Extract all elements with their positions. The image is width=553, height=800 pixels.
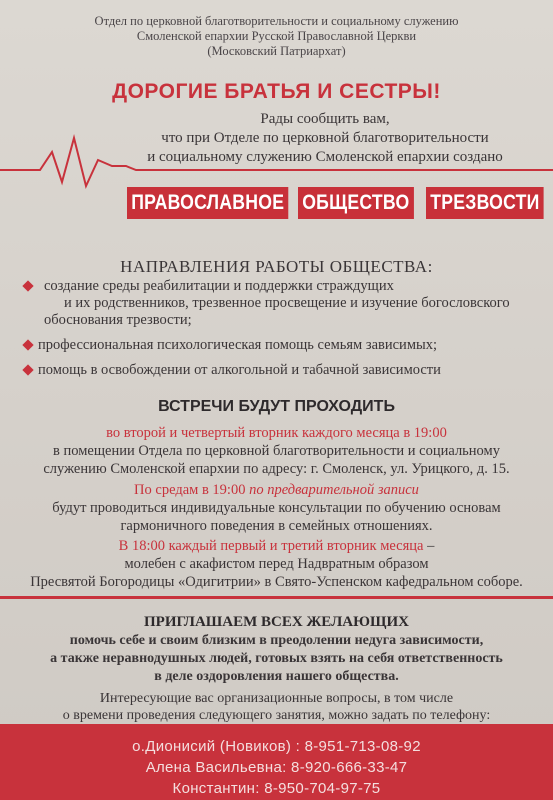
meeting-schedule-note: по предварительной записи <box>249 482 419 498</box>
contact-note-line: Интересующие вас организационные вопросы, в том числе <box>99 691 454 706</box>
meeting-schedule-time: По средам в 19:00 <box>134 482 250 498</box>
contact-phone: Константин: 8-950-704-97-75 <box>172 780 381 797</box>
organization-header <box>0 14 553 59</box>
society-word: ПРАВОСЛАВНОЕ <box>127 187 288 219</box>
contact-phone: о.Дионисий (Новиков) : 8-951-713-08-92 <box>132 738 421 755</box>
meeting-schedule <box>0 537 553 555</box>
society-name-banner <box>127 187 553 219</box>
intro-line: что при Отделе по церковной благотворительности <box>161 130 489 146</box>
meeting-schedule: во второй и четвертый вторник каждого месяца в 19:00 <box>106 425 447 441</box>
diamond-bullet-icon <box>22 280 33 291</box>
header-line: (Московский Патриархат) <box>207 44 346 58</box>
meeting-line: Пресвятой Богородицы «Одигитрии» в Свято-Успенском кафедральном соборе. <box>30 574 523 590</box>
intro-line: Рады сообщить вам, <box>260 111 390 127</box>
list-item-text: помощь в освобождении от алкогольной и табачной зависимости <box>38 362 441 378</box>
header-line: Смоленской епархии Русской Православной Церкви <box>136 29 417 43</box>
meeting-line: служению Смоленской епархии по адресу: г. Смоленск, ул. Урицкого, д. 15. <box>43 461 510 477</box>
invite-text <box>0 632 553 686</box>
greeting-title: ДОРОГИЕ БРАТЬЯ И СЕСТРЫ! <box>112 80 441 103</box>
society-word: ТРЕЗВОСТИ <box>426 187 544 219</box>
invite-title: ПРИГЛАШАЕМ ВСЕХ ЖЕЛАЮЩИХ <box>144 614 409 630</box>
list-item <box>24 362 553 379</box>
meeting-schedule <box>0 481 553 499</box>
meetings-title: ВСТРЕЧИ БУДУТ ПРОХОДИТЬ <box>158 398 395 415</box>
header-line: Отдел по церковной благотворительности и социальному служению <box>94 14 459 28</box>
list-item <box>24 337 553 354</box>
list-item-line: создание среды реабилитации и поддержки страждущих <box>44 278 394 294</box>
contact-phone: Алена Васильевна: 8-920-666-33-47 <box>145 759 408 776</box>
meeting-dash: – <box>423 538 435 554</box>
invite-line: а также неравнодушных людей, готовых взять на себя ответственность <box>50 651 503 666</box>
contacts-list <box>0 736 553 799</box>
heartbeat-line-graphic <box>0 130 553 190</box>
directions-list <box>24 278 553 387</box>
list-item-line: обоснования трезвости; <box>44 312 192 328</box>
directions-title: НАПРАВЛЕНИЯ РАБОТЫ ОБЩЕСТВА: <box>120 257 433 276</box>
list-item <box>24 278 553 329</box>
society-word: ОБЩЕСТВО <box>298 187 414 219</box>
list-item-text: профессиональная психологическая помощь семьям зависимых; <box>38 337 438 353</box>
meeting-line: гармоничного поведения в семейных отношениях. <box>120 518 433 534</box>
meeting-schedule-time: В 18:00 каждый первый и третий вторник месяца <box>118 538 424 554</box>
intro-line: и социальному служению Смоленской епархии создано <box>147 149 503 165</box>
contact-note-line: о времени проведения следующего занятия, можно задать по телефону: <box>62 708 491 723</box>
diamond-bullet-icon <box>22 339 33 350</box>
meeting-block-3 <box>0 537 553 591</box>
invite-line: помочь себе и своим близким в преодолении недуга зависимости, <box>69 633 484 648</box>
meeting-line: молебен с акафистом перед Надвратным образом <box>124 556 429 572</box>
list-item-line: и их родственников, трезвенное просвещение и изучение богословского <box>64 295 510 311</box>
section-divider <box>0 596 553 599</box>
meeting-block-2 <box>0 481 553 535</box>
diamond-bullet-icon <box>22 364 33 375</box>
meeting-line: будут проводиться индивидуальные консультации по обучению основам <box>52 500 501 516</box>
invite-line: в деле оздоровления нашего общества. <box>154 669 399 684</box>
contact-note <box>0 690 553 724</box>
meeting-block-1 <box>0 424 553 478</box>
meeting-line: в помещении Отдела по церковной благотворительности и социальному <box>53 443 500 459</box>
